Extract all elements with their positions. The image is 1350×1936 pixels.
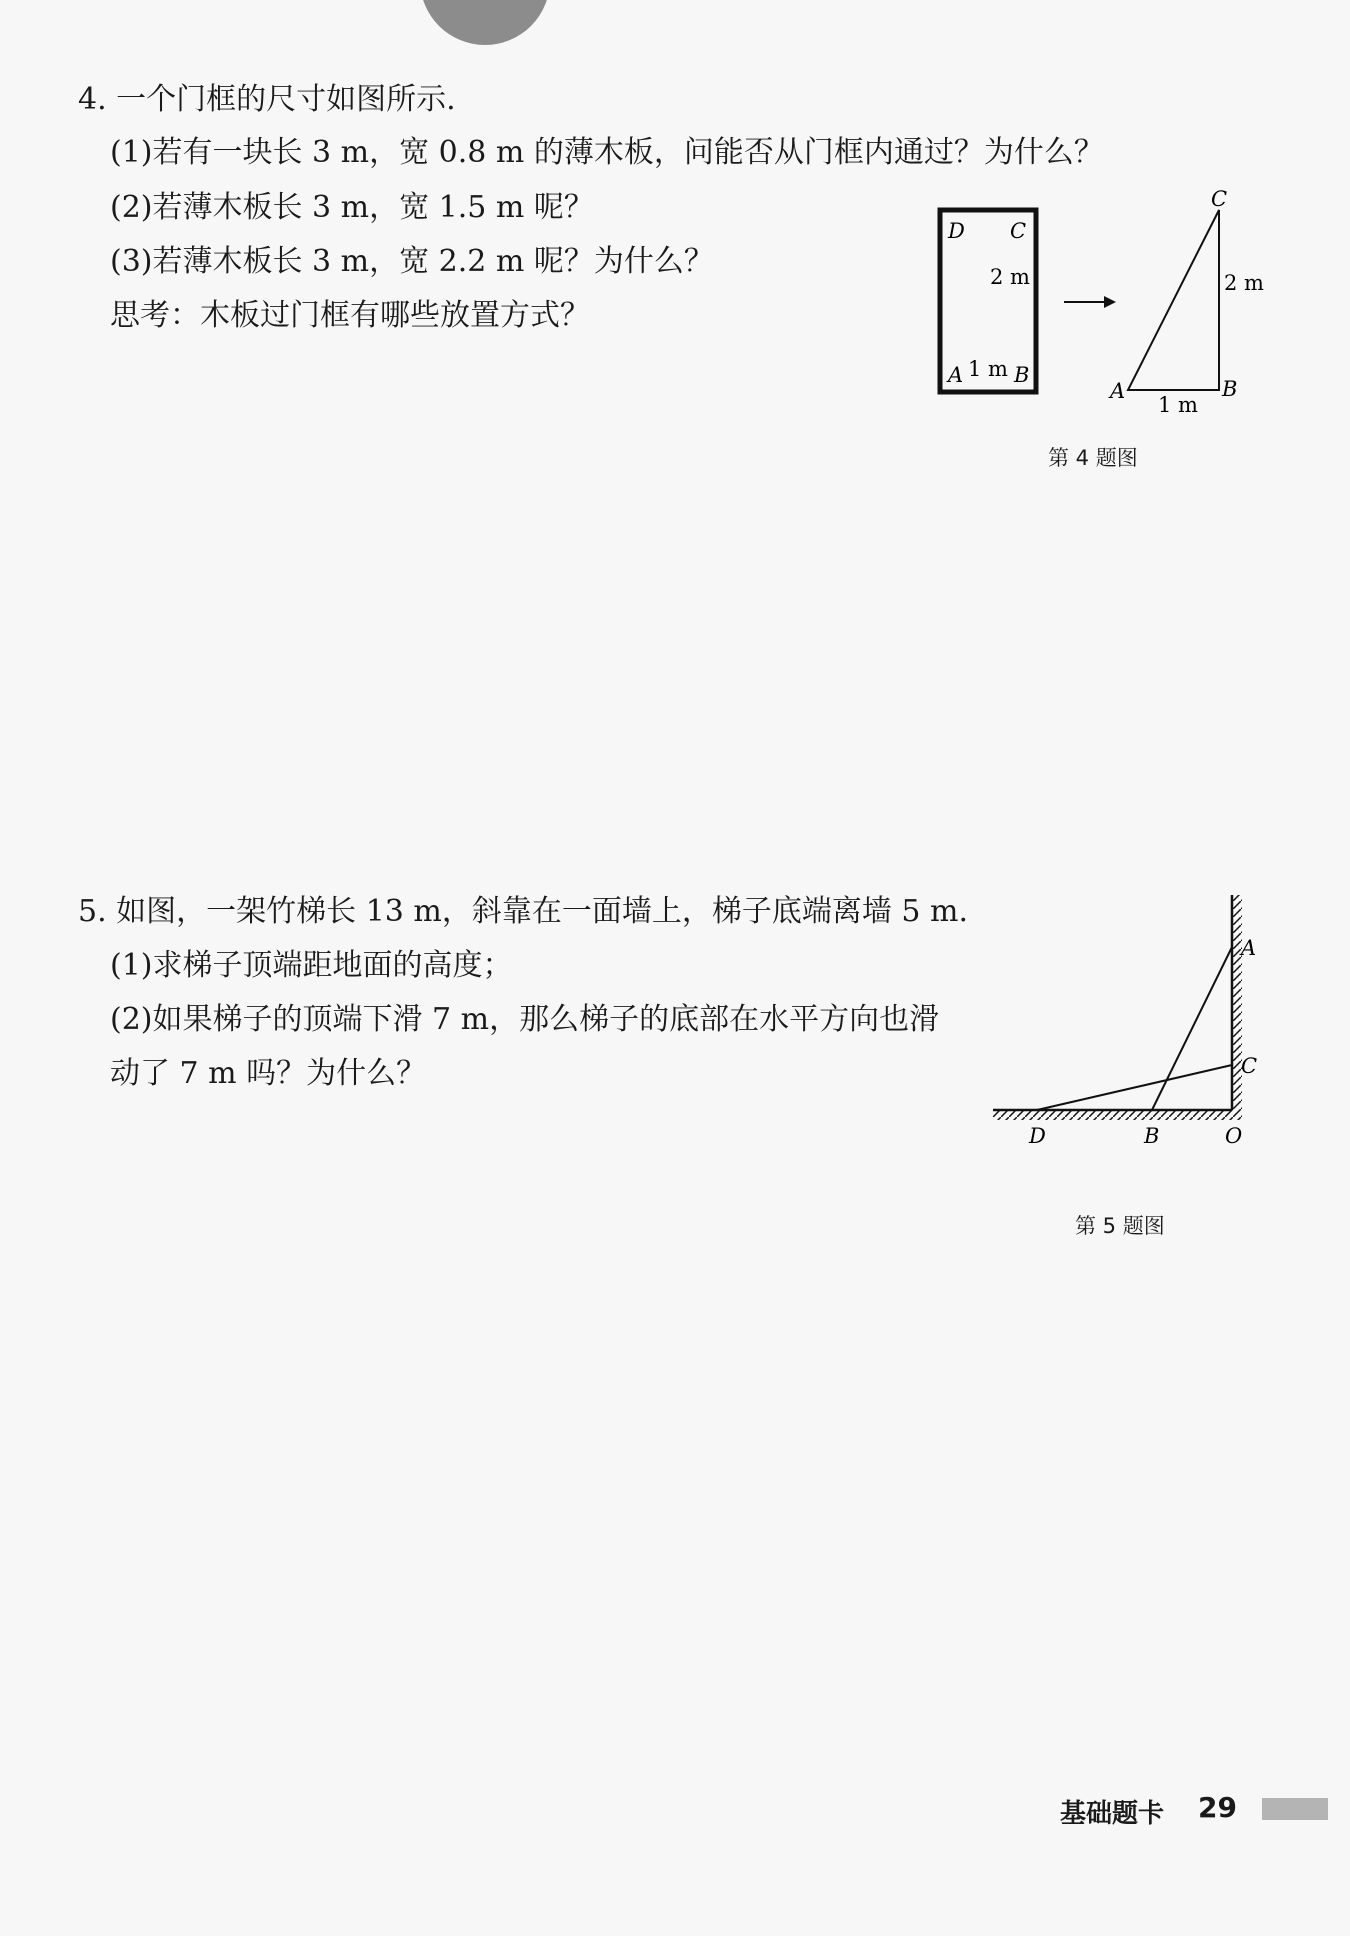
rect-label-b: B: [1014, 363, 1030, 387]
q5-figure-caption: 第 5 题图: [1075, 1214, 1165, 1238]
q5-stem: 5. 如图，一架竹梯长 13 m，斜靠在一面墙上，梯子底端离墙 5 m.: [78, 894, 968, 929]
q4-part-2: (2)若薄木板长 3 m，宽 1.5 m 呢？: [110, 190, 594, 225]
q4-figure-caption: 第 4 题图: [1048, 446, 1138, 470]
arrow-icon: [1104, 296, 1116, 308]
label-o: O: [1225, 1124, 1243, 1148]
rect-width-label: 1 m: [968, 357, 1008, 381]
ladder-dc: [1037, 1065, 1232, 1110]
q4-thinking: 思考：木板过门框有哪些放置方式？: [110, 298, 590, 333]
rect-label-a: A: [948, 363, 964, 387]
q5-figure: [985, 885, 1285, 1185]
q5-part-1: (1)求梯子顶端距地面的高度；: [110, 948, 513, 983]
tri-width-label: 1 m: [1158, 393, 1198, 417]
ladder-ab: [1152, 947, 1232, 1110]
q4-part-1: (1)若有一块长 3 m，宽 0.8 m 的薄木板，问能否从门框内通过？为什么？: [110, 135, 1104, 170]
triangle-shape: [1128, 210, 1219, 390]
tri-height-label: 2 m: [1224, 271, 1264, 295]
q5-part-2-cont: 动了 7 m 吗？为什么？: [110, 1056, 427, 1091]
q4-stem: 4. 一个门框的尺寸如图所示.: [78, 82, 456, 117]
tri-label-a: A: [1110, 379, 1126, 403]
rect-label-c: C: [1010, 219, 1027, 243]
label-b: B: [1144, 1124, 1160, 1148]
footer-title: 基础题卡: [1060, 1799, 1165, 1829]
label-c: C: [1241, 1054, 1258, 1078]
footer-decoration-bar: [1262, 1798, 1328, 1820]
top-tab-decoration: [420, 0, 550, 45]
tri-label-c: C: [1211, 190, 1228, 211]
rect-label-d: D: [948, 219, 965, 243]
page-number: 29: [1198, 1791, 1237, 1824]
label-d: D: [1029, 1124, 1046, 1148]
q5-part-2: (2)如果梯子的顶端下滑 7 m，那么梯子的底部在水平方向也滑: [110, 1002, 940, 1037]
q4-figure: [930, 190, 1270, 420]
label-a: A: [1241, 936, 1257, 960]
tri-label-b: B: [1222, 377, 1238, 401]
ground-hatching: [993, 1110, 1242, 1120]
q4-part-3: (3)若薄木板长 3 m，宽 2.2 m 呢？为什么？: [110, 244, 714, 279]
rect-height-label: 2 m: [990, 265, 1030, 289]
